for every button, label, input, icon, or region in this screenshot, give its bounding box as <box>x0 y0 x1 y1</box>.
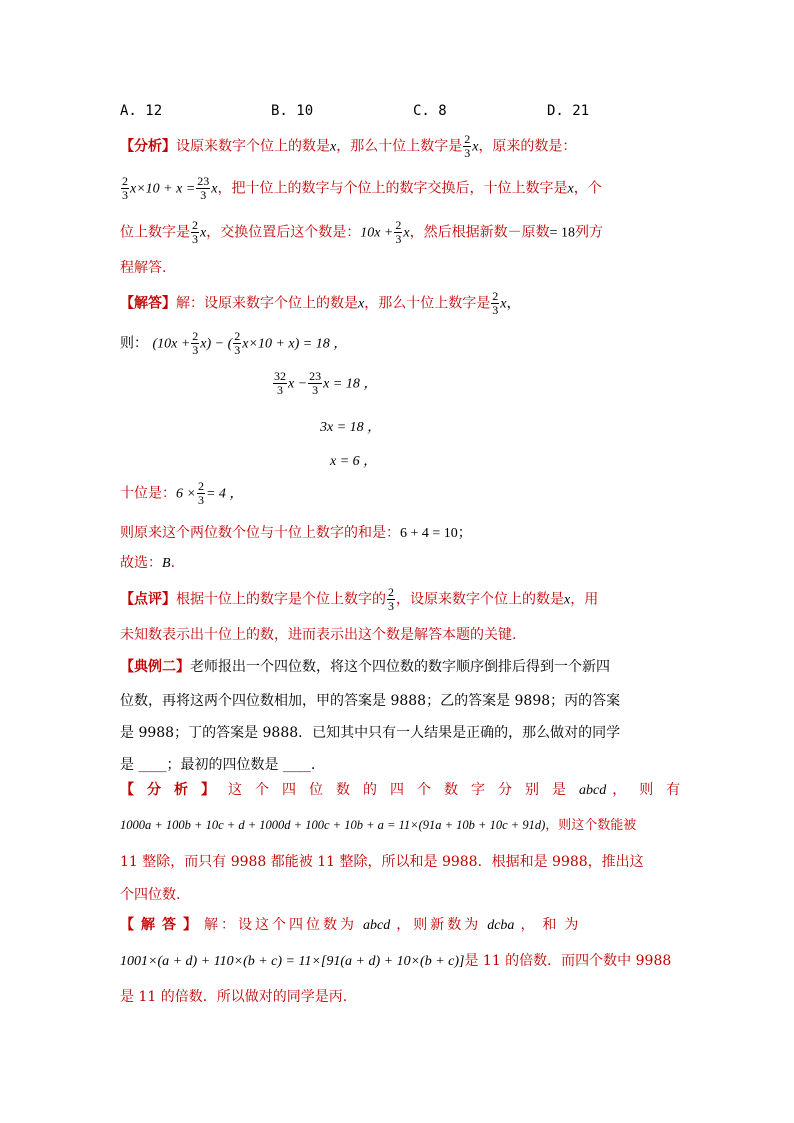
comment-text: ，设原来数字个位上的数是 <box>396 591 564 608</box>
ex2-analysis-tag: 【分析】 <box>120 782 228 798</box>
analysis-line-1 <box>120 133 576 160</box>
ex2-solution-line-1 <box>120 914 586 934</box>
ex2-analysis-line-1 <box>120 779 693 799</box>
solution-text: 解：设原来数字个位上的数是 <box>176 295 358 312</box>
example2-line-2: 位数，再将这两个四位数相加，甲的答案是 9888；乙的答案是 9898；丙的答案 <box>120 693 621 709</box>
analysis-text: 位上数字是 <box>120 224 190 241</box>
fraction-two-thirds: $\frac{2}{3}$ <box>464 132 471 160</box>
analysis-text: 这个四位数的四个数字分别是 <box>228 782 579 798</box>
answer-label: 故选： <box>120 555 162 571</box>
fraction-two-thirds: $\frac{2}{3}$ <box>492 289 499 317</box>
analysis-text: ，原来的数是： <box>478 138 577 155</box>
answer-line: 故选：B. <box>120 555 176 571</box>
analysis-line-3 <box>120 219 603 246</box>
example2-line-3: 是 9988；丁的答案是 9888．已知其中只有一人结果是正确的，那么做对的同学 <box>120 725 621 741</box>
comment-text: 根据十位上的数字是个位上数字的 <box>176 591 386 608</box>
then-label: 则： <box>120 335 148 352</box>
example2-tag: 【典例二】 <box>120 659 190 675</box>
equation: x) − ( <box>200 336 233 352</box>
analysis-text: ，交换位置后这个数是： <box>206 224 361 241</box>
tens-label: 十位是： <box>120 485 176 502</box>
option-c: C. 8 <box>413 103 447 119</box>
solution-step-3: 3x = 18 ， <box>320 420 382 435</box>
var-abcd: abcd <box>363 918 391 933</box>
analysis-text: ，则有 <box>612 782 694 798</box>
analysis-text: ，然后根据新数－原数 <box>409 224 550 241</box>
analysis-text: 程解答. <box>120 260 167 276</box>
example2-line-4: 是 ____；最初的四位数是 ____. <box>120 757 316 773</box>
analysis-tag: 【分析】 <box>120 138 176 155</box>
solution-tag: 【解答】 <box>120 295 176 312</box>
var-x: x <box>358 296 365 312</box>
analysis-text: ，则这个数能被 <box>545 818 637 833</box>
fraction-23-thirds: $\frac{23}{3}$ <box>309 369 322 397</box>
equation: 6 + 4 = 10； <box>400 526 472 541</box>
option-b: B. 10 <box>271 103 314 119</box>
equation: = 18 <box>549 225 576 241</box>
ex2-analysis-line-4: 个四位数. <box>120 887 181 903</box>
var-abcd: abcd <box>579 783 607 798</box>
equation: x − <box>288 376 308 392</box>
fraction-32-thirds: $\frac{32}{3}$ <box>274 369 286 397</box>
equation: x×10 + x = <box>130 181 196 197</box>
ex2-solution-line-2 <box>120 950 671 970</box>
equation: 6 × <box>176 486 196 502</box>
question-text: 老师报出一个四位数，将这个四位数的数字顺序倒排后得到一个新四 <box>190 659 610 675</box>
ex2-analysis-line-2 <box>120 814 636 833</box>
solution-step-4: x = 6 ， <box>330 454 378 469</box>
answer-letter: B <box>162 556 171 571</box>
analysis-text: ，那么十位上数字是 <box>336 138 463 155</box>
var-x: x <box>500 296 507 312</box>
fraction-two-thirds: $\frac{2}{3}$ <box>395 218 402 246</box>
solution-step-1 <box>120 330 347 357</box>
solution-step-2 <box>272 370 377 397</box>
comment-text: ，用 <box>570 591 599 608</box>
equation: x = 18 ， <box>323 376 378 392</box>
analysis-text: ，把十位上的数字与个位上的数字交换后，十位上数字是 <box>217 180 568 197</box>
var-x: x <box>567 181 574 197</box>
fraction-two-thirds: $\frac{2}{3}$ <box>122 174 128 202</box>
sum-equation: 1001×(a + d) + 110×(b + c) = 11×[91(a + d) + 10×(b + c)] <box>120 954 465 969</box>
var-x: x <box>564 592 571 608</box>
fraction-two-thirds: $\frac{2}{3}$ <box>197 479 204 507</box>
option-a: A. 12 <box>120 103 163 119</box>
solution-line-1: 【解答】解：设原来数字个位上的数是x，那么十位上数字是 $\frac{2}{3}$ x， <box>120 289 521 317</box>
example2-line-1 <box>120 656 610 676</box>
fraction-two-thirds: $\frac{2}{3}$ <box>192 218 198 246</box>
comment-line-1 <box>120 586 598 613</box>
equation: x×10 + x) = 18 ， <box>242 336 348 352</box>
ex2-analysis-line-3: 11 整除，而只有 9988 都能被 11 整除，所以和是 9988．根据和是 9988，推出这 <box>120 854 644 870</box>
analysis-text: 列方 <box>575 224 604 241</box>
option-d: D. 21 <box>547 103 590 119</box>
comment-tag: 【点评】 <box>120 591 176 608</box>
equation: = 4 ， <box>205 486 244 502</box>
analysis-line-4 <box>120 257 166 277</box>
analysis-text: 设原来数字个位上的数是 <box>176 138 330 155</box>
comment-line-2: 未知数表示出十位上的数，进而表示出这个数是解答本题的关键. <box>120 627 517 643</box>
solution-text: 是 11 的倍数．而四个数中 9988 <box>464 953 672 969</box>
sum-label: 则原来这个两位数个位与十位上数字的和是： <box>120 525 400 541</box>
fraction-two-thirds: $\frac{2}{3}$ <box>192 329 199 357</box>
fraction-two-thirds: $\frac{2}{3}$ <box>234 329 241 357</box>
solution-text: 解：设这个四位数为 <box>204 917 357 933</box>
equation: (10x + <box>152 336 191 352</box>
solution-text: ，则新数为 <box>396 917 482 933</box>
var-x: x <box>200 225 207 241</box>
var-x: x <box>330 139 337 155</box>
sum-line <box>120 522 472 542</box>
solution-text: ，那么十位上数字是 <box>364 295 491 312</box>
fraction-23-thirds: $\frac{23}{3}$ <box>197 174 210 202</box>
fraction-two-thirds: $\frac{2}{3}$ <box>388 585 394 613</box>
var-x: x <box>211 181 218 197</box>
tens-line <box>120 480 243 507</box>
analysis-text: ，个 <box>573 180 602 197</box>
var-x: x <box>403 225 410 241</box>
var-dcba: dcba <box>487 918 515 933</box>
var-x: x <box>472 139 479 155</box>
solution-text: ，和为 <box>520 917 587 933</box>
expansion-equation: 1000a + 100b + 10c + d + 1000d + 100c + 10b + a = 11×(91a + 10b + 10c + 91d) <box>120 818 546 832</box>
ex2-solution-tag: 【解答】 <box>120 917 204 933</box>
analysis-line-2 <box>120 175 602 202</box>
ex2-solution-line-3: 是 11 的倍数．所以做对的同学是丙. <box>120 989 348 1005</box>
equation: 10x + <box>360 225 394 241</box>
